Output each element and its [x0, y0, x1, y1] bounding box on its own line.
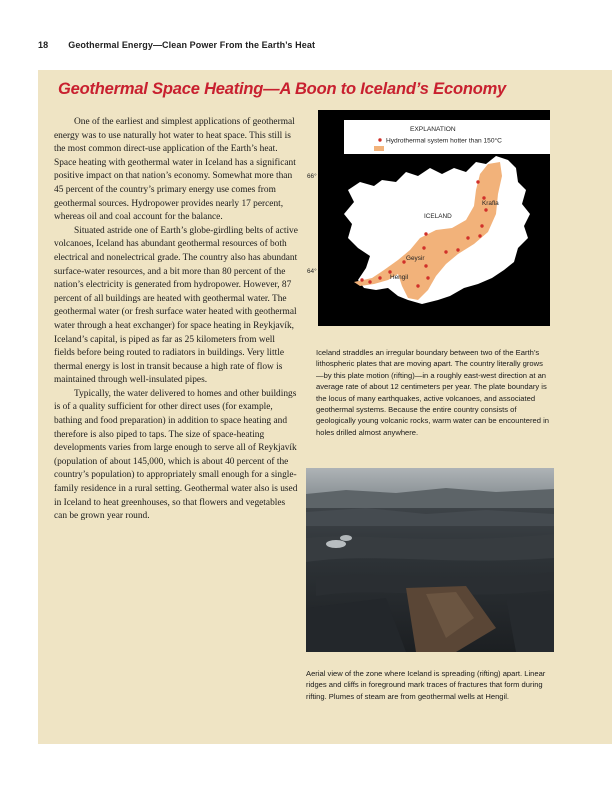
lon-tick: 14° [526, 110, 536, 117]
body-text [54, 116, 298, 524]
label-krafla: Krafla [482, 200, 499, 207]
lat-tick-64: 64° [307, 268, 317, 275]
aerial-photo-svg [306, 468, 554, 652]
photo-caption: Aerial view of the zone where Iceland is spreading (rifting) apart. Linear ridges and cliffs in foreground mark traces of fractures that form during rifting. Plumes of steam are from geothermal wells at Hengil. [306, 669, 546, 701]
lon-tick: 16° [488, 110, 498, 117]
page-number: 18 [38, 40, 49, 50]
section-title: Geothermal Space Heating—A Boon to Iceland’s Economy [58, 80, 507, 98]
running-title: Geothermal Energy—Clean Power From the Earth’s Heat [68, 40, 316, 50]
body-paragraph-3: Typically, the water delivered to homes and other buildings is of a quality sufficient for other direct uses (for example, bathing and food preparation) in addition to space heating and therefore is also piped to taps. The size of space-heating developments varies from large enough to serve all of Reykjavík (population of about 145,000, which is about 40 percent of the country’s population) to appropriately small enough for a single-family residence in a rural setting. Geothermal water also is used in Iceland to heat greenhouses, so that flowers and vegetables can be grown year round. [54, 388, 298, 522]
map-caption: Iceland straddles an irregular boundary between two of the Earth’s lithospheric plates that are moving apart. The country literally grows—by this plate motion (rifting)—in a roughly east-west direction at an average rate of about 12 centimeters per year. The plate boundary is the locus of many earthquakes, active volcanoes, and associated geothermal systems. Because the entire country consists of geologically young volcanic rocks, warm water can be encountered in holes drilled almost anywhere. [316, 348, 549, 437]
explanation-title: EXPLANATION [410, 126, 456, 133]
legend-zone-swatch [374, 146, 384, 151]
lon-tick: 24° [336, 110, 346, 117]
lon-tick: 18° [450, 110, 460, 117]
iceland-map-svg [318, 110, 550, 326]
aerial-photo [306, 468, 554, 652]
iceland-map [318, 110, 550, 326]
label-hengil: Hengil [390, 274, 409, 281]
body-paragraph-2: Situated astride one of Earth’s globe-girdling belts of active volcanoes, Iceland has abundant geothermal resources of both electrical and nonelectrical grade. The country also has abundant surface-water resources, and a bit more than 80 percent of the nation’s electricity is generated from hydropower. However, 87 percent of all buildings are heated with geothermal water. The geothermal water (or fresh surface water heated with geothermal water through a heat exchanger) for space heating in Reykjavík, Iceland’s capital, is piped as far as 25 kilometers from well fields before being routed to radiators in buildings. Very little thermal energy is lost in transit because a high rate of flow is maintained through well-insulated pipes. [54, 225, 298, 386]
country-label: ICELAND [424, 213, 452, 220]
lon-tick: 22° [374, 110, 384, 117]
label-geysir: Geysir [406, 255, 425, 262]
lat-tick-66: 66° [307, 173, 317, 180]
running-header [38, 40, 315, 50]
lon-tick: 20° [412, 110, 422, 117]
legend-dot-label: Hydrothermal system hotter than 150°C [386, 137, 502, 145]
body-paragraph-1: One of the earliest and simplest applications of geothermal energy was to use naturally hot water to heat space. This still is the most common direct-use application of the Earth’s heat. Space heating with geothermal water in Iceland has a significant positive impact on that nation’s economy. Somewhat more than 45 percent of the country’s primary energy use comes from geothermal sources. Hydropower provides nearly 17 percent, whereas oil and coal account for the balance. [54, 117, 296, 223]
legend-dot-icon [378, 138, 381, 141]
lon-ticks [318, 110, 550, 120]
